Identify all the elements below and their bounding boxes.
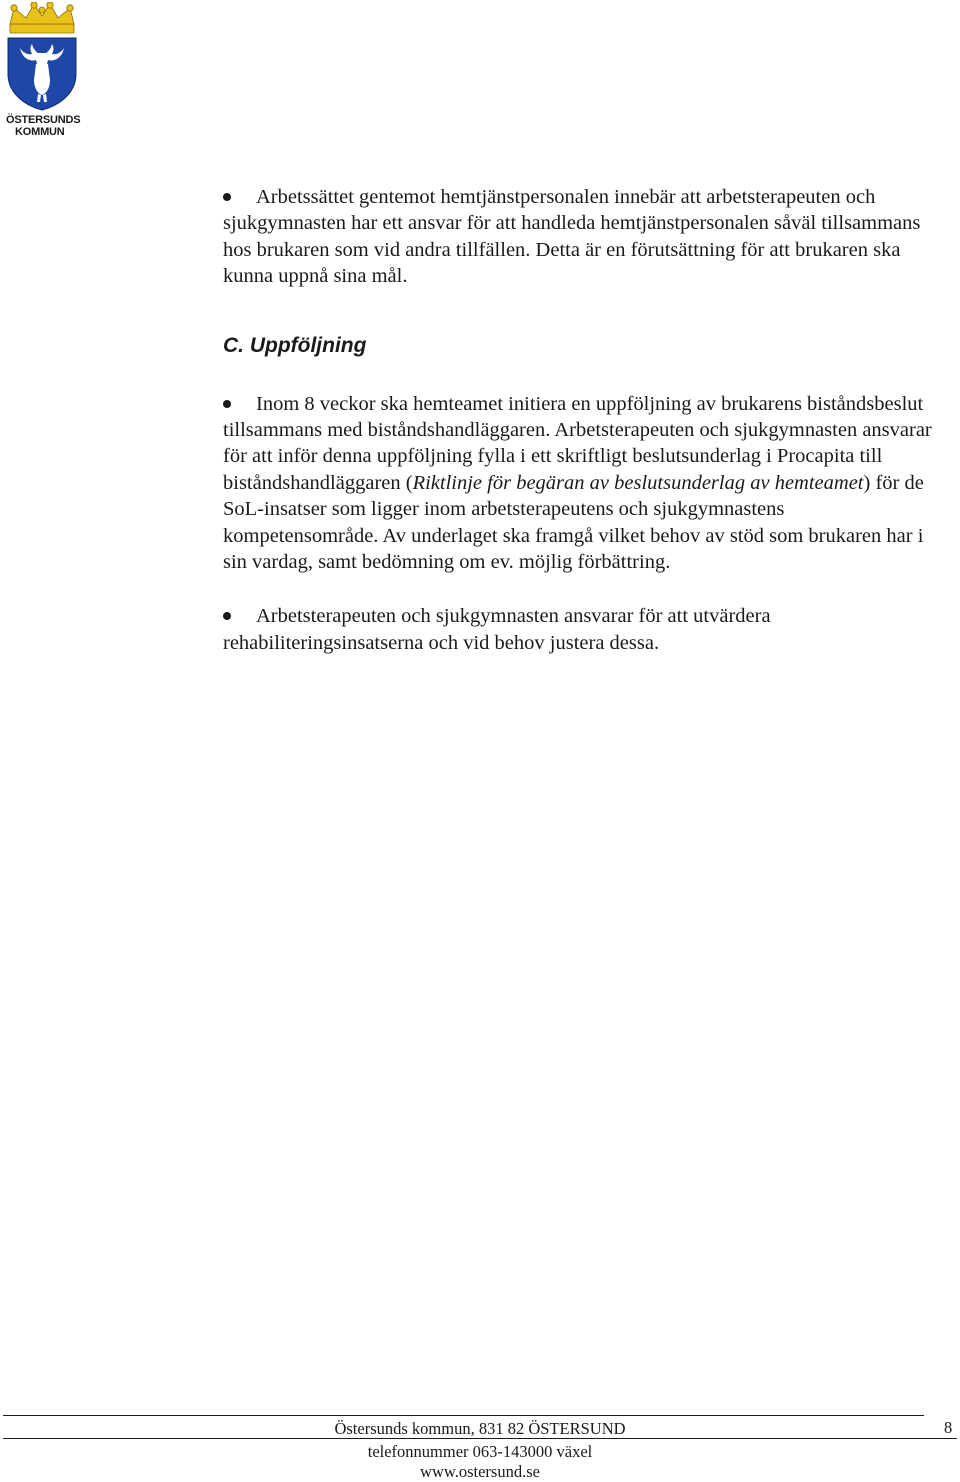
bullet-paragraph-3 (223, 603, 933, 656)
document-body (223, 184, 933, 656)
bullet-3-text: Arbetsterapeuten och sjukgymnasten ansvarar för att utvärdera rehabiliteringsinsatserna och vid behov justera dessa. (223, 605, 771, 654)
footer-website: www.ostersund.se (420, 1462, 540, 1481)
bullet-1-text: Arbetssättet gentemot hemtjänstpersonalen innebär att arbetsterapeuten och sjukgymnasten har ett ansvar för att handleda hemtjänstpersonalen såväl tillsammans hos brukaren som vid andra tillfällen. Detta är en förutsättning för att brukaren ska kunna uppnå sina mål. (223, 186, 921, 288)
section-heading: C. Uppföljning (223, 333, 367, 357)
bullet-2-text-b: ) för de SoL-insatser som ligger inom arbetsterapeutens och sjukgymnastens kompetensområde. Av underlaget ska framgå vilket behov av stöd som brukaren har i sin vardag, samt bedömning om ev. möjlig förbättring. (223, 471, 924, 574)
bullet-paragraph-2 (223, 391, 933, 576)
bullet-icon (223, 400, 231, 408)
logo-text-line2: KOMMUN (15, 126, 65, 138)
footer-divider (3, 1415, 924, 1416)
footer-phone: telefonnummer 063-143000 växel (367, 1442, 593, 1461)
logo-text (6, 114, 86, 138)
page-number: 8 (944, 1418, 953, 1437)
bullet-paragraph-1 (223, 184, 933, 290)
coat-of-arms-icon (6, 2, 78, 112)
municipality-logo (6, 2, 81, 138)
footer-address: Östersunds kommun, 831 82 ÖSTERSUND (334, 1419, 626, 1438)
bullet-icon (223, 193, 231, 201)
bullet-icon (223, 612, 231, 620)
guideline-reference: Riktlinje för begäran av beslutsunderlag av hemteamet (412, 471, 864, 494)
logo-text-line1: ÖSTERSUNDS (6, 114, 81, 126)
bullet-2-text-a: Inom 8 veckor ska hemteamet initiera en uppföljning av brukarens biståndsbeslut tillsammans med biståndshandläggaren. Arbetsterapeuten och sjukgymnasten ansvarar för att inför denna uppföljning fylla i ett skriftligt beslutsunderlag i Procapita till biståndshandläggaren ( (223, 392, 932, 494)
